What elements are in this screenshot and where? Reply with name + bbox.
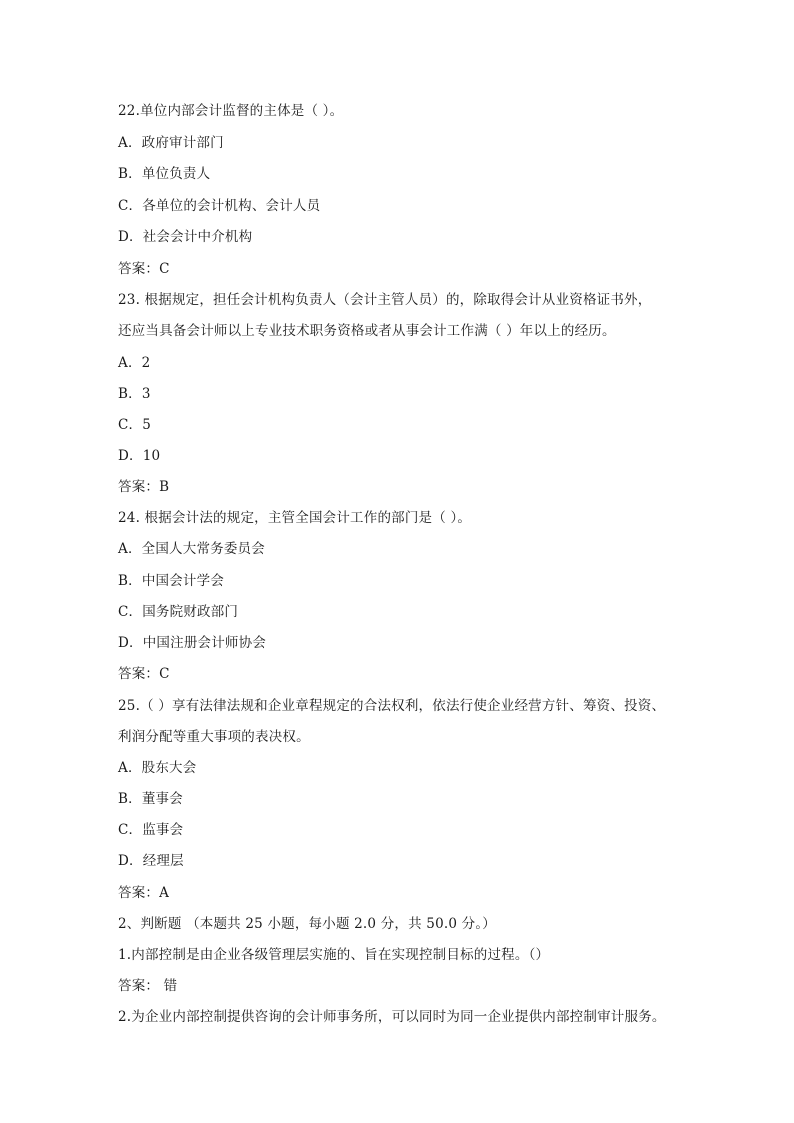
question-25-option-b: B．董事会 xyxy=(118,791,183,807)
question-22-option-c: C．各单位的会计机构、会计人员 xyxy=(118,198,321,214)
question-23-stem-line2: 还应当具备会计师以上专业技术职务资格或者从事会计工作满（ ）年以上的经历。 xyxy=(118,323,616,339)
judgment-1-stem: 1.内部控制是由企业各级管理层实施的、旨在实现控制目标的过程。（） xyxy=(118,947,550,963)
question-22-option-d: D．社会会计中介机构 xyxy=(118,229,253,245)
question-23-option-d: D．10 xyxy=(118,448,161,464)
question-23-option-a: A．2 xyxy=(118,355,151,371)
question-23-stem-line1: 23. 根据规定，担任会计机构负责人（会计主管人员）的，除取得会计从业资格证书外， xyxy=(118,292,652,308)
question-22-answer: 答案：C xyxy=(118,261,170,277)
question-23-answer: 答案：B xyxy=(118,479,170,495)
judgment-2-stem: 2.为企业内部控制提供咨询的会计师事务所，可以同时为同一企业提供内部控制审计服务。 xyxy=(118,1009,666,1025)
question-24-answer: 答案：C xyxy=(118,666,170,682)
section-heading-judgment: 2、判断题 （本题共 25 小题，每小题 2.0 分，共 50.0 分。） xyxy=(118,916,496,932)
question-22-option-b: B．单位负责人 xyxy=(118,166,211,182)
question-25-stem-line1: 25.（ ）享有法律法规和企业章程规定的合法权利，依法行使企业经营方针、筹资、投资、 xyxy=(118,698,666,714)
question-24-option-c: C．国务院财政部门 xyxy=(118,604,239,620)
question-25-option-a: A．股东大会 xyxy=(118,760,197,776)
question-25-answer: 答案：A xyxy=(118,885,170,901)
question-23-option-b: B．3 xyxy=(118,386,151,402)
question-24-stem: 24. 根据会计法的规定，主管全国会计工作的部门是（ ）。 xyxy=(118,510,472,526)
question-22-stem: 22.单位内部会计监督的主体是（ ）。 xyxy=(118,103,344,119)
question-22-option-a: A．政府审计部门 xyxy=(118,135,224,151)
question-25-stem-line2: 利润分配等重大事项的表决权。 xyxy=(118,729,310,745)
question-25-option-d: D．经理层 xyxy=(118,853,184,869)
question-24-option-d: D．中国注册会计师协会 xyxy=(118,635,267,651)
question-24-option-b: B．中国会计学会 xyxy=(118,573,225,589)
question-23-option-c: C．5 xyxy=(118,417,152,433)
question-25-option-c: C．监事会 xyxy=(118,822,184,838)
judgment-1-answer: 答案： 错 xyxy=(118,978,178,994)
question-24-option-a: A．全国人大常务委员会 xyxy=(118,541,265,557)
